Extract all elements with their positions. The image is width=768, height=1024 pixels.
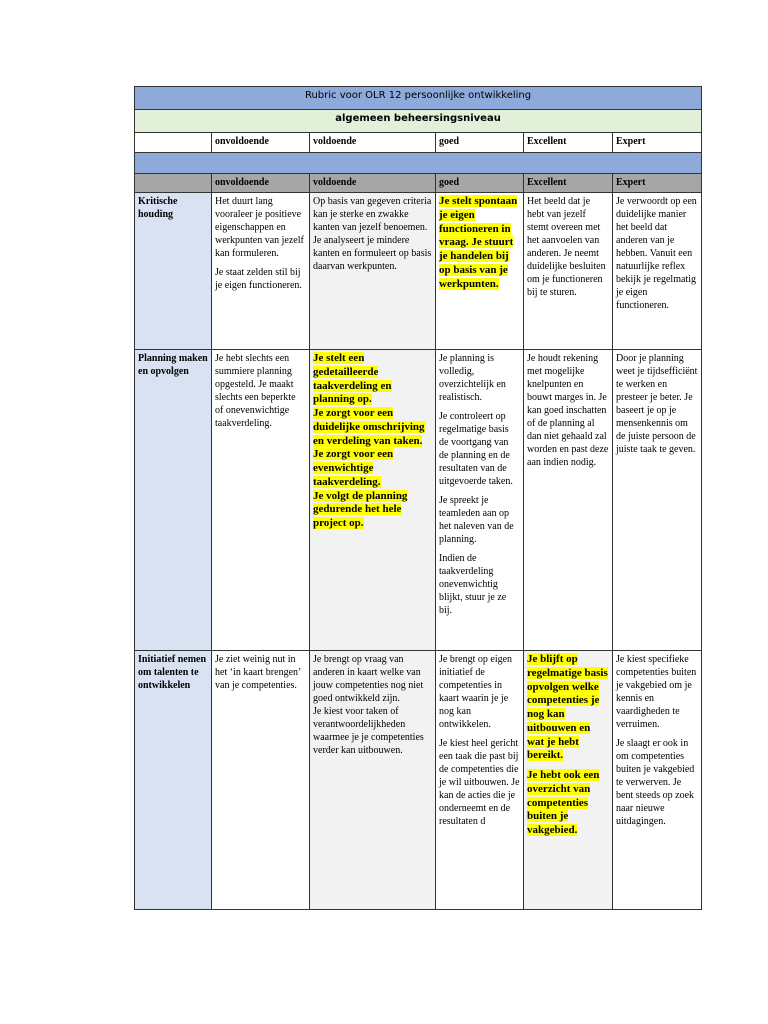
level-header-voldoende: voldoende xyxy=(310,133,436,153)
level-header-excellent: Excellent xyxy=(524,174,613,193)
level-header-excellent: Excellent xyxy=(524,133,613,153)
criterion-name: Kritische houding xyxy=(135,193,212,350)
cell-onvoldoende xyxy=(212,651,310,910)
cell-note: Indien de taakverdeling onevenwichtig blijkt, stuur je ze bij. xyxy=(439,553,507,616)
criterion-row-initiatief xyxy=(135,651,702,910)
cell-text: Het beeld dat je hebt van jezelf stemt overeen met het aanvoelen van anderen. Je neemt duidelijke besluiten om je functioneren bij te sturen. xyxy=(527,196,606,298)
cell-text: Je kiest heel gericht een taak die past bij de competenties die je wil uitbouwen. Je kan de acties die je onderneemt en de resultaten d xyxy=(439,738,520,827)
cell-text: Op basis van gegeven criteria kan je sterke en zwakke kanten van jezelf benoemen. Je analyseert je mindere kanten en formuleert op basis daarvan werkpunten. xyxy=(313,196,432,272)
cell-voldoende xyxy=(310,651,436,910)
cell-excellent xyxy=(524,350,613,651)
cell-text: Je staat zelden stil bij je eigen functioneren. xyxy=(215,267,302,291)
section-divider xyxy=(135,153,702,174)
cell-text: Je controleert op regelmatige basis de voortgang van de planning en de resultaten van de uitgevoerde taken. xyxy=(439,411,513,487)
cell-text: Je kiest voor taken of verantwoordelijkheden waarmee je je competenties verder kan uitbouwen. xyxy=(313,706,424,756)
cell-expert xyxy=(613,350,702,651)
cell-expert xyxy=(613,651,702,910)
cell-text: Het duurt lang vooraleer je positieve eigenschappen en werkpunten van jezelf kan formuleren. xyxy=(215,196,304,259)
level-header-onvoldoende: onvoldoende xyxy=(212,133,310,153)
cell-text: Door je planning weet je tijdsefficiënt te werken en presteer je beter. Je baseert je op je mensenkennis om de juiste persoon de juiste taak te geven. xyxy=(616,353,698,455)
cell-excellent xyxy=(524,193,613,350)
header-empty-cell xyxy=(135,133,212,153)
highlighted-text: Je zorgt voor een duidelijke omschrijving en verdeling van taken. xyxy=(313,407,425,447)
cell-goed xyxy=(436,193,524,350)
highlighted-text: Je zorgt voor een evenwichtige taakverdeling. xyxy=(313,448,394,488)
level-header-goed: goed xyxy=(436,133,524,153)
rubric-table xyxy=(134,86,702,910)
criterion-name: Initiatief nemen om talenten te ontwikkelen xyxy=(135,651,212,910)
cell-expert xyxy=(613,193,702,350)
cell-text: Je ziet weinig nut in het ‘in kaart brengen’ van je competenties. xyxy=(215,654,301,691)
level-header-onvoldoende: onvoldoende xyxy=(212,174,310,193)
cell-text: Je planning is volledig, overzichtelijk en realistisch. xyxy=(439,353,506,403)
cell-text: Je spreekt je teamleden aan op het naleven van de planning. xyxy=(439,495,514,545)
highlighted-text: Je stelt spontaan je eigen functioneren in vraag. Je stuurt je handelen bij op basis van je werkpunten. xyxy=(439,195,518,290)
header-empty-cell xyxy=(135,174,212,193)
cell-text: Je kiest specifieke competenties buiten je vakgebied om je kennis en vaardigheden te verruimen. xyxy=(616,654,697,730)
highlighted-text: Je hebt ook een overzicht van competenties buiten je vakgebied. xyxy=(527,769,600,836)
cell-goed xyxy=(436,350,524,651)
cell-text: Je brengt op eigen initiatief de competenties in kaart waarin je je nog kan ontwikkelen. xyxy=(439,654,513,730)
criterion-row-kritische-houding xyxy=(135,193,702,350)
cell-voldoende xyxy=(310,193,436,350)
cell-voldoende xyxy=(310,350,436,651)
criterion-row-planning xyxy=(135,350,702,651)
cell-text: Je houdt rekening met mogelijke knelpunten en bouwt marges in. Je kan goed inschatten of de planning al dan niet gehaald zal worden en past deze aan indien nodig. xyxy=(527,353,609,468)
highlighted-text: Je stelt een gedetailleerde taakverdeling en planning op. xyxy=(313,352,392,406)
level-header-expert: Expert xyxy=(613,174,702,193)
cell-text: Je slaagt er ook in om competenties buiten je vakgebied te verwerven. Je bent steeds op zoek naar nieuwe uitdagingen. xyxy=(616,738,695,827)
highlighted-text: Je volgt de planning gedurende het hele project op. xyxy=(313,489,408,529)
cell-text: Je brengt op vraag van anderen in kaart welke van jouw competenties nog niet goed ontwikkeld zijn. xyxy=(313,654,424,704)
cell-onvoldoende xyxy=(212,350,310,651)
level-header-voldoende: voldoende xyxy=(310,174,436,193)
cell-goed xyxy=(436,651,524,910)
level-header-goed: goed xyxy=(436,174,524,193)
cell-excellent xyxy=(524,651,613,910)
rubric-subtitle: algemeen beheersingsniveau xyxy=(135,110,702,133)
cell-onvoldoende xyxy=(212,193,310,350)
rubric-title: Rubric voor OLR 12 persoonlijke ontwikkeling xyxy=(135,87,702,110)
highlighted-text: Je blijft op regelmatige basis opvolgen welke competenties je nog kan uitbouwen en wat je hebt bereikt. xyxy=(527,653,608,762)
level-header-expert: Expert xyxy=(613,133,702,153)
cell-text: Je hebt slechts een summiere planning opgesteld. Je maakt slechts een beperkte of onevenwichtige taakverdeling. xyxy=(215,353,296,429)
cell-text: Je verwoordt op een duidelijke manier het beeld dat anderen van je hebben. Vanuit een natuurlijke reflex bekijk je regelmatig je eigen functioneren. xyxy=(616,196,697,311)
criterion-name: Planning maken en opvolgen xyxy=(135,350,212,651)
